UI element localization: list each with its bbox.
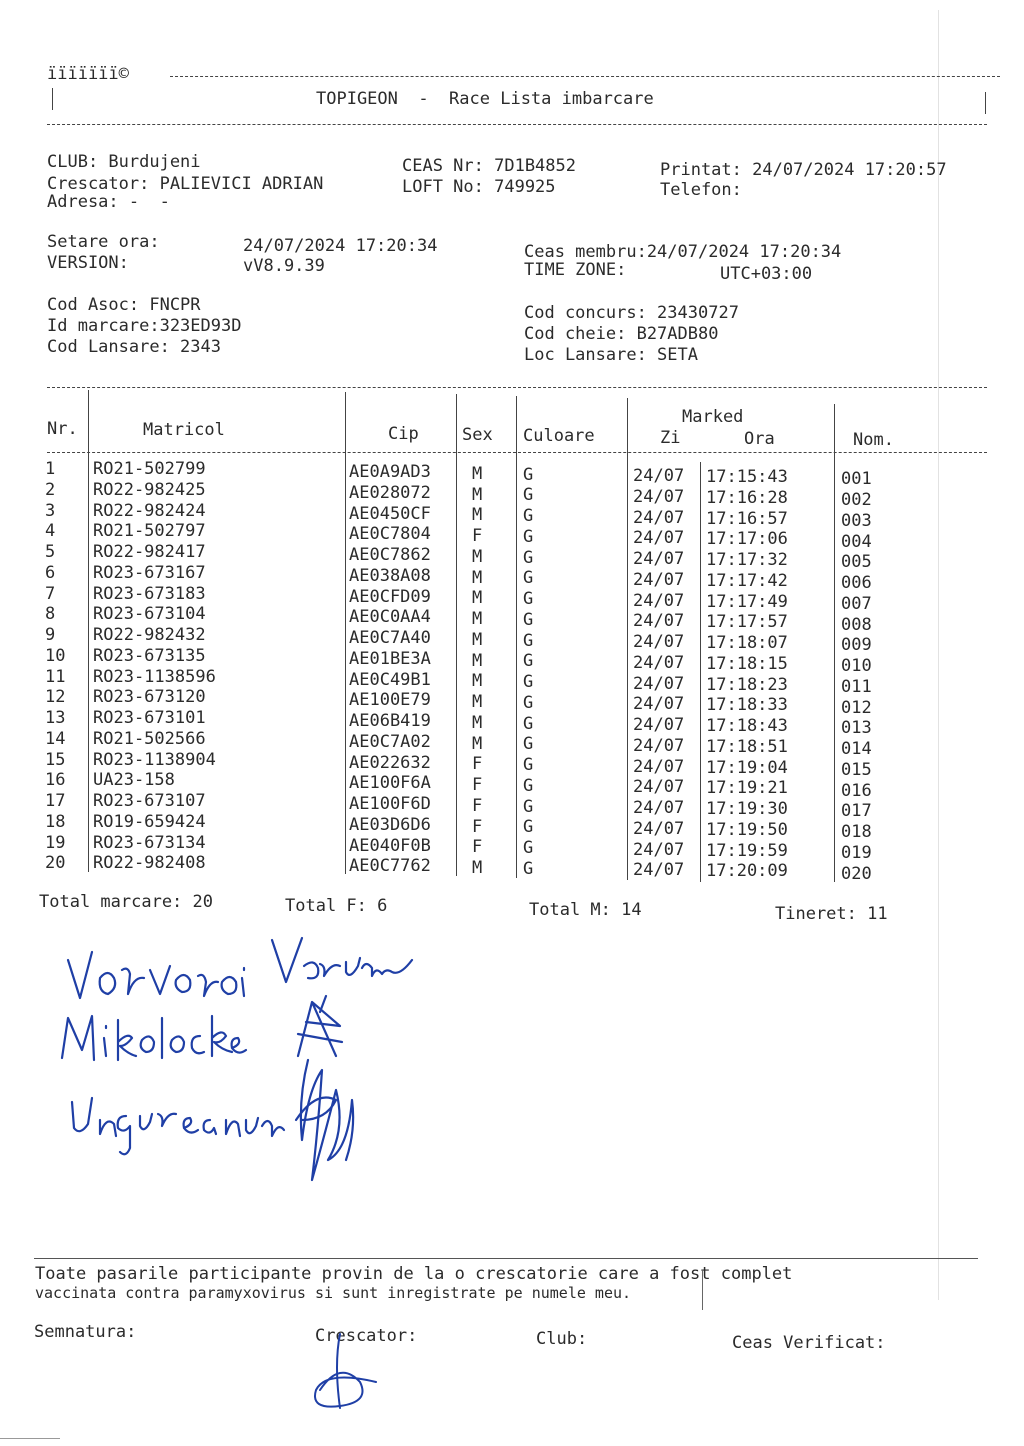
- cell-sex: F: [472, 795, 483, 816]
- setare-ora-value: 24/07/2024 17:20:34: [243, 236, 438, 256]
- version-value: vV8.9.39: [243, 256, 325, 276]
- cell-cip: AE0450CF: [349, 503, 431, 524]
- cell-ora: 17:18:23: [706, 674, 788, 695]
- cell-culoare: G: [523, 796, 534, 817]
- cell-sex: M: [472, 858, 483, 879]
- cell-nr: 3: [45, 500, 56, 521]
- cell-nr: 9: [45, 625, 56, 645]
- cell-cip: AE01BE3A: [349, 648, 431, 669]
- cell-zi: 24/07: [633, 694, 685, 715]
- cell-matricol: RO19-659424: [93, 811, 206, 832]
- cell-matricol: RO22-982424: [93, 500, 206, 521]
- cell-ora: 17:19:04: [706, 757, 788, 778]
- table-header-rule: [47, 452, 987, 453]
- col-sep-culoare: [627, 398, 628, 880]
- cell-culoare: G: [523, 734, 534, 755]
- cell-nr: 17: [45, 791, 66, 811]
- cell-sex: M: [472, 671, 483, 692]
- cell-nr: 6: [45, 562, 56, 583]
- total-f: Total F: 6: [285, 896, 388, 916]
- cell-cip: AE0C7804: [349, 524, 431, 545]
- cell-ora: 17:20:09: [706, 861, 788, 882]
- cell-cip: AE040F0B: [349, 835, 431, 856]
- cell-culoare: G: [523, 526, 534, 547]
- cell-nom: 003: [841, 510, 872, 531]
- ceas-nr-field: CEAS Nr: 7D1B4852: [402, 156, 576, 176]
- cell-sex: M: [472, 484, 483, 505]
- cell-nom: 010: [841, 656, 872, 677]
- cell-ora: 17:19:30: [706, 799, 788, 819]
- cell-cip: AE06B419: [349, 711, 431, 732]
- cell-matricol: RO23-673101: [93, 708, 206, 728]
- time-zone-label: TIME ZONE:: [524, 260, 627, 280]
- cell-cip: AE0C7A02: [349, 731, 431, 752]
- version-label: VERSION:: [47, 253, 129, 273]
- col-sep-nr: [88, 390, 89, 872]
- table-top-rule: [47, 387, 987, 388]
- cell-zi: 24/07: [633, 507, 685, 528]
- cell-zi: 24/07: [633, 486, 685, 507]
- declaration-line-1: Toate pasarile participante provin de la o crescatorie care a fost complet: [35, 1264, 793, 1284]
- cell-zi: 24/07: [633, 549, 685, 570]
- cell-culoare: G: [523, 630, 534, 651]
- cell-sex: M: [472, 546, 483, 567]
- cell-matricol: RO23-673167: [93, 562, 206, 583]
- cell-ora: 17:19:21: [706, 778, 788, 799]
- cell-culoare: G: [523, 692, 534, 713]
- cell-nr: 20: [45, 853, 66, 874]
- cell-sex: M: [472, 629, 483, 650]
- cell-ora: 17:16:28: [706, 487, 788, 508]
- cell-zi: 24/07: [633, 673, 685, 694]
- cell-ora: 17:18:07: [706, 633, 788, 653]
- cell-zi: 24/07: [633, 466, 685, 487]
- footer-rule: [34, 1258, 978, 1259]
- cell-sex: M: [472, 733, 483, 754]
- cell-nr: 19: [45, 832, 66, 853]
- cell-culoare: G: [523, 568, 534, 589]
- cell-nr: 5: [45, 542, 56, 562]
- header-cip: Cip: [388, 424, 419, 444]
- crescator-label: Crescator:: [315, 1326, 418, 1346]
- cod-lansare-field: Cod Lansare: 2343: [47, 337, 221, 357]
- header-left-border: [52, 88, 53, 110]
- total-m: Total M: 14: [529, 900, 642, 920]
- cell-culoare: G: [523, 817, 534, 838]
- cell-nom: 012: [841, 697, 872, 718]
- cell-zi: 24/07: [633, 839, 685, 860]
- cell-cip: AE0C7862: [349, 545, 431, 566]
- handwritten-signatures: [50, 930, 470, 1190]
- cell-nom: 020: [841, 863, 872, 884]
- cell-culoare: G: [523, 485, 534, 506]
- cod-asoc-field: Cod Asoc: FNCPR: [47, 295, 201, 315]
- col-sep-sex: [516, 396, 517, 878]
- cell-zi: 24/07: [633, 715, 685, 736]
- cell-cip: AE0A9AD3: [349, 462, 431, 483]
- cod-concurs-field: Cod concurs: 23430727: [524, 303, 739, 323]
- cell-nr: 11: [45, 666, 66, 687]
- cell-sex: F: [472, 526, 483, 547]
- telefon-field: Telefon:: [660, 180, 742, 200]
- header-nr: Nr.: [47, 419, 78, 439]
- time-zone-value: UTC+03:00: [720, 264, 813, 284]
- cell-ora: 17:18:43: [706, 716, 788, 736]
- cell-nom: 019: [841, 842, 872, 863]
- cell-culoare: G: [523, 858, 534, 879]
- cell-cip: AE0C7762: [349, 856, 431, 877]
- cell-zi: 24/07: [633, 528, 685, 549]
- cell-matricol: RO21-502797: [93, 521, 206, 542]
- cell-zi: 24/07: [633, 777, 685, 798]
- cell-nom: 007: [841, 593, 872, 614]
- cell-ora: 17:17:42: [706, 570, 788, 591]
- cell-nom: 004: [841, 531, 872, 552]
- adresa-field: Adresa: - -: [47, 192, 170, 212]
- col-sep-cip: [456, 394, 457, 876]
- cell-nom: 002: [841, 490, 872, 511]
- club-field: CLUB: Burdujeni: [47, 152, 201, 172]
- cell-ora: 17:15:43: [706, 467, 788, 487]
- cell-sex: M: [472, 505, 483, 526]
- cell-cip: AE100F6A: [349, 773, 431, 794]
- header-matricol: Matricol: [143, 420, 225, 440]
- cell-ora: 17:17:06: [706, 529, 788, 550]
- cell-nr: 15: [45, 749, 66, 770]
- loc-lansare-field: Loc Lansare: SETA: [524, 345, 698, 365]
- cell-nr: 14: [45, 728, 66, 749]
- cell-cip: AE028072: [349, 482, 431, 503]
- cell-matricol: RO21-502799: [93, 459, 206, 479]
- cell-culoare: G: [523, 838, 534, 859]
- cell-zi: 24/07: [633, 569, 685, 590]
- cell-nr: 4: [45, 521, 56, 542]
- cell-matricol: RO22-982432: [93, 625, 206, 645]
- cell-cip: AE0C0AA4: [349, 607, 431, 628]
- header-sex: Sex: [462, 425, 493, 445]
- cell-culoare: G: [523, 589, 534, 610]
- cell-matricol: RO22-982417: [93, 542, 206, 562]
- cell-matricol: RO23-1138904: [93, 749, 216, 770]
- cell-zi: 24/07: [633, 611, 685, 632]
- cell-sex: F: [472, 816, 483, 837]
- cell-cip: AE100F6D: [349, 794, 431, 815]
- loft-no-field: LOFT No: 749925: [402, 177, 556, 197]
- cell-nr: 1: [45, 459, 56, 479]
- total-marcare: Total marcare: 20: [39, 892, 213, 912]
- cell-matricol: RO23-673120: [93, 687, 206, 708]
- cell-nr: 10: [45, 645, 66, 666]
- cell-sex: M: [472, 588, 483, 609]
- cell-nr: 8: [45, 604, 56, 625]
- cell-matricol: RO21-502566: [93, 728, 206, 749]
- cell-sex: F: [472, 754, 483, 775]
- scan-edge-line: [938, 10, 939, 1300]
- cell-nom: 017: [841, 801, 872, 822]
- corner-mark: ïïïïïïï©: [47, 64, 129, 84]
- cell-nr: 12: [45, 687, 66, 708]
- cell-sex: F: [472, 775, 483, 796]
- header-nom: Nom.: [853, 430, 894, 450]
- cell-matricol: RO23-673134: [93, 832, 206, 853]
- cell-zi: 24/07: [633, 756, 685, 777]
- cell-culoare: G: [523, 464, 534, 485]
- cell-culoare: G: [523, 547, 534, 568]
- col-sep-matricol: [345, 392, 346, 874]
- cell-sex: M: [472, 712, 483, 733]
- cell-nr: 2: [45, 479, 56, 500]
- cell-nom: 015: [841, 759, 872, 780]
- cell-matricol: RO23-673104: [93, 604, 206, 625]
- cell-culoare: G: [523, 755, 534, 776]
- cell-nom: 008: [841, 614, 872, 635]
- header-culoare: Culoare: [523, 426, 595, 446]
- cell-culoare: G: [523, 609, 534, 630]
- cell-nom: 011: [841, 676, 872, 697]
- cell-zi: 24/07: [633, 632, 685, 653]
- cell-nom: 005: [841, 552, 872, 573]
- cell-culoare: G: [523, 713, 534, 734]
- cell-sex: F: [472, 837, 483, 858]
- cell-cip: AE022632: [349, 752, 431, 773]
- id-marcare-field: Id marcare:323ED93D: [47, 316, 242, 336]
- cell-cip: AE100E79: [349, 690, 431, 711]
- cell-matricol: RO22-982425: [93, 479, 206, 500]
- cell-culoare: G: [523, 506, 534, 527]
- cell-sex: M: [472, 463, 483, 484]
- cell-nr: 13: [45, 708, 66, 728]
- cell-cip: AE03D6D6: [349, 814, 431, 835]
- cell-ora: 17:19:50: [706, 819, 788, 840]
- header-top-rule: [170, 76, 1000, 77]
- printat-field: Printat: 24/07/2024 17:20:57: [660, 160, 947, 180]
- cell-matricol: RO23-673107: [93, 791, 206, 811]
- cell-sex: M: [472, 567, 483, 588]
- cell-culoare: G: [523, 672, 534, 693]
- ceas-membru-field: Ceas membru:24/07/2024 17:20:34: [524, 242, 842, 262]
- cell-ora: 17:18:51: [706, 736, 788, 757]
- cell-nom: 018: [841, 822, 872, 843]
- cell-zi: 24/07: [633, 818, 685, 839]
- cell-nr: 16: [45, 770, 66, 791]
- cell-ora: 17:17:57: [706, 612, 788, 633]
- declaration-line-2: vaccinata contra paramyxovirus si sunt inregistrate pe numele meu.: [35, 1284, 632, 1302]
- cell-nom: 006: [841, 573, 872, 594]
- cell-sex: M: [472, 609, 483, 630]
- cell-cip: AE0C7A40: [349, 628, 431, 649]
- crescator-signature: [300, 1330, 390, 1420]
- cell-ora: 17:18:15: [706, 653, 788, 674]
- cod-cheie-field: Cod cheie: B27ADB80: [524, 324, 719, 344]
- setare-ora-label: Setare ora:: [47, 232, 160, 252]
- cell-matricol: UA23-158: [93, 770, 175, 791]
- cell-cip: AE0C49B1: [349, 669, 431, 690]
- cell-nr: 18: [45, 811, 66, 832]
- cell-matricol: RO23-673135: [93, 645, 206, 666]
- club-label: Club:: [536, 1329, 588, 1349]
- cell-sex: M: [472, 692, 483, 713]
- cell-zi: 24/07: [633, 735, 685, 756]
- cell-zi: 24/07: [633, 652, 685, 673]
- cell-cip: AE0CFD09: [349, 586, 431, 607]
- header-bottom-rule: [47, 124, 987, 125]
- cell-matricol: RO23-673183: [93, 583, 206, 604]
- ceas-verificat-label: Ceas Verificat:: [732, 1333, 886, 1353]
- semnatura-label: Semnatura:: [34, 1322, 137, 1342]
- cell-ora: 17:19:59: [706, 840, 788, 861]
- header-zi: Zi: [660, 428, 681, 448]
- cell-sex: M: [472, 650, 483, 671]
- cell-ora: 17:18:33: [706, 695, 788, 716]
- cell-culoare: G: [523, 651, 534, 672]
- cell-cip: AE038A08: [349, 565, 431, 586]
- cell-culoare: G: [523, 775, 534, 796]
- cell-zi: 24/07: [633, 860, 685, 881]
- cell-nom: 016: [841, 780, 872, 801]
- cell-zi: 24/07: [633, 798, 685, 819]
- tineret: Tineret: 11: [775, 904, 888, 924]
- col-sep-ora: [700, 462, 701, 882]
- header-right-border: [985, 92, 986, 114]
- cell-nom: 001: [841, 469, 872, 490]
- cell-nom: 013: [841, 718, 872, 739]
- cell-ora: 17:17:49: [706, 591, 788, 612]
- bottom-edge-mark: [0, 1438, 60, 1439]
- header-ora: Ora: [744, 429, 775, 449]
- col-sep-marked: [834, 404, 835, 882]
- header-marked: Marked: [682, 407, 744, 427]
- cell-zi: 24/07: [633, 590, 685, 611]
- cell-matricol: RO22-982408: [93, 853, 206, 874]
- cell-nr: 7: [45, 583, 56, 604]
- footer-divider: [702, 1270, 703, 1310]
- cell-ora: 17:16:57: [706, 508, 788, 529]
- crescator-field: Crescator: PALIEVICI ADRIAN: [47, 174, 324, 194]
- cell-nom: 009: [841, 635, 872, 656]
- cell-ora: 17:17:32: [706, 550, 788, 570]
- cell-matricol: RO23-1138596: [93, 666, 216, 687]
- cell-nom: 014: [841, 739, 872, 760]
- document-title: TOPIGEON - Race Lista imbarcare: [316, 89, 654, 109]
